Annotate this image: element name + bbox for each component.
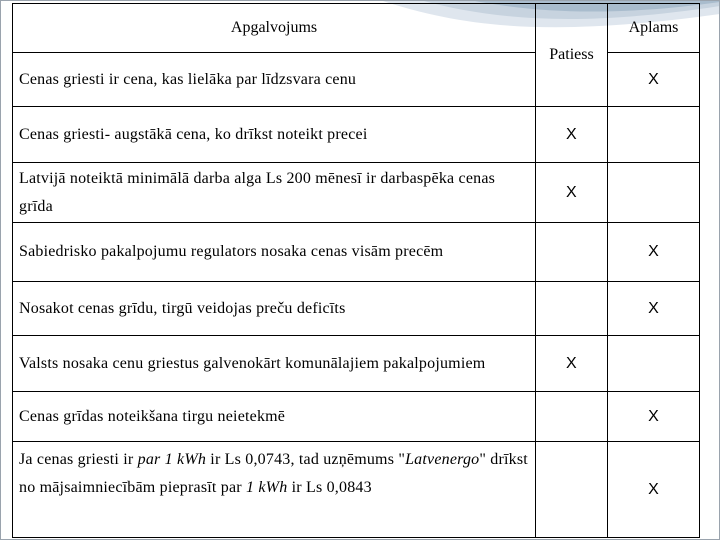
table-row xyxy=(13,163,700,223)
table-row xyxy=(13,336,700,392)
false-mark xyxy=(608,107,700,163)
true-mark xyxy=(536,392,608,442)
false-mark: X xyxy=(608,282,700,336)
true-mark xyxy=(536,223,608,282)
header-statement: Apgalvojums xyxy=(13,4,536,53)
true-mark: X xyxy=(536,336,608,392)
statement-cell: Cenas grīdas noteikšana tirgu neietekmē xyxy=(13,392,536,442)
false-mark: X xyxy=(608,392,700,442)
false-mark: X xyxy=(608,442,700,538)
true-mark: X xyxy=(536,163,608,223)
false-mark xyxy=(608,336,700,392)
header-false: Aplams xyxy=(608,4,700,53)
table-row xyxy=(13,442,700,538)
statement-italic-text: 1 kWh xyxy=(245,479,288,496)
statement-text: ir Ls 0,0843 xyxy=(287,479,372,496)
statement-text: " drīkst no mājsaimniecībām pieprasīt par xyxy=(19,451,528,496)
statement-cell: Sabiedrisko pakalpojumu regulators nosaka cenas visām precēm xyxy=(13,223,536,282)
table-row xyxy=(13,282,700,336)
statement-cell xyxy=(13,442,536,538)
table-row xyxy=(13,223,700,282)
header-true: Patiess xyxy=(536,4,608,107)
table-row xyxy=(13,392,700,442)
header-row xyxy=(13,4,700,53)
statement-text: ir Ls 0,0743, tad uzņēmums " xyxy=(206,451,406,468)
statement-cell: Cenas griesti- augstākā cena, ko drīkst noteikt precei xyxy=(13,107,536,163)
statement-cell: Nosakot cenas grīdu, tirgū veidojas preču deficīts xyxy=(13,282,536,336)
true-mark: X xyxy=(536,107,608,163)
false-mark: X xyxy=(608,53,700,107)
false-mark: X xyxy=(608,223,700,282)
statement-italic-text: Latvenergo xyxy=(405,451,480,468)
statement-italic-text: par 1 kWh xyxy=(137,451,207,468)
statement-text: Ja cenas griesti ir xyxy=(19,451,138,468)
false-mark xyxy=(608,163,700,223)
statement-cell: Latvijā noteiktā minimālā darba alga Ls 200 mēnesī ir darbaspēka cenas grīda xyxy=(13,163,536,223)
true-mark xyxy=(536,442,608,538)
table-row xyxy=(13,107,700,163)
statement-cell: Cenas griesti ir cena, kas lielāka par līdzsvara cenu xyxy=(13,53,536,107)
true-false-table xyxy=(12,3,700,538)
statement-cell: Valsts nosaka cenu griestus galvenokārt komunālajiem pakalpojumiem xyxy=(13,336,536,392)
true-mark xyxy=(536,282,608,336)
